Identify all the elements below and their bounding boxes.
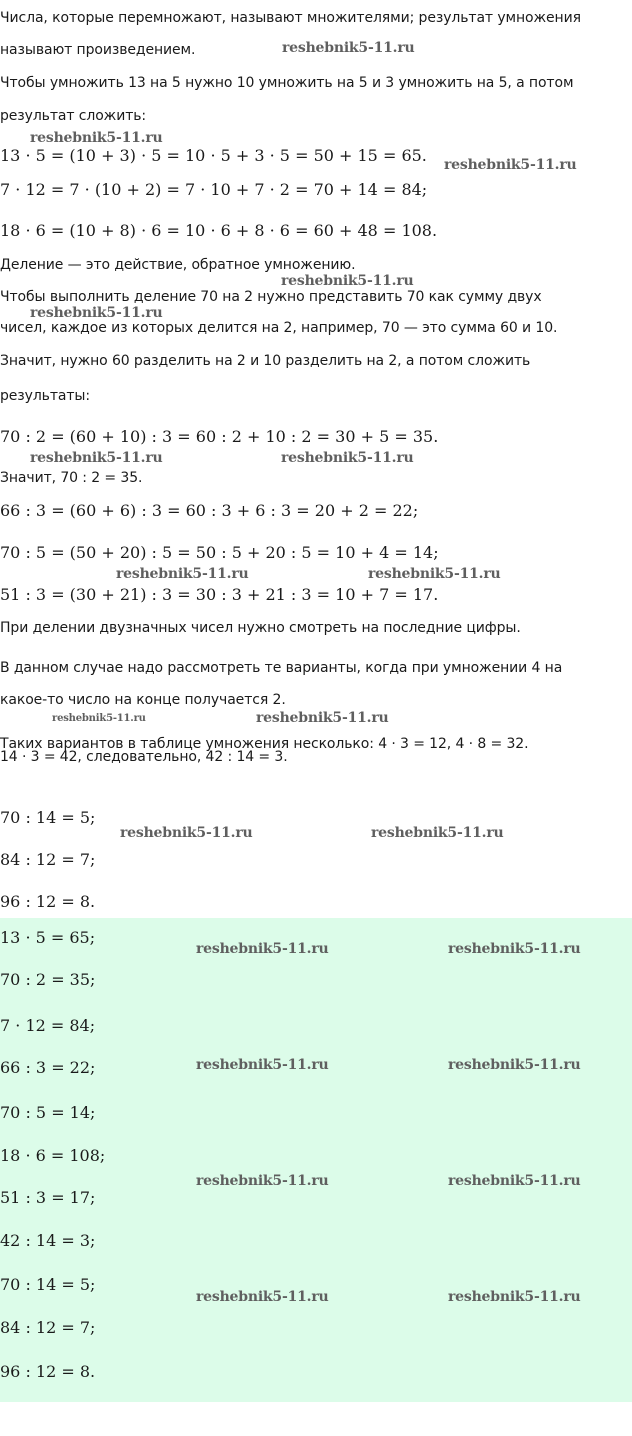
math-line: 70 : 2 = (60 + 10) : 3 = 60 : 2 + 10 : 2 = 30 + 5 = 35. — [0, 427, 439, 446]
watermark: reshebnik5-11.ru — [120, 825, 253, 841]
math-line: 84 : 12 = 7; — [0, 850, 96, 869]
answer-box — [0, 918, 632, 1402]
watermark: reshebnik5-11.ru — [281, 273, 414, 289]
answer-line: 70 : 14 = 5; — [0, 1275, 96, 1294]
watermark: reshebnik5-11.ru — [52, 713, 146, 724]
text-line: называют произведением. — [0, 42, 196, 58]
watermark: reshebnik5-11.ru — [116, 566, 249, 582]
text-line: Значит, нужно 60 разделить на 2 и 10 разделить на 2, а потом сложить — [0, 353, 531, 369]
text-line: Значит, 70 : 2 = 35. — [0, 470, 143, 486]
math-line: 96 : 12 = 8. — [0, 892, 96, 911]
text-line: результаты: — [0, 388, 90, 404]
watermark: reshebnik5-11.ru — [448, 941, 581, 957]
math-line: 70 : 14 = 5; — [0, 808, 96, 827]
watermark: reshebnik5-11.ru — [256, 710, 389, 726]
text-line: 14 · 3 = 42, следовательно, 42 : 14 = 3. — [0, 749, 288, 765]
answer-line: 7 · 12 = 84; — [0, 1016, 96, 1035]
watermark: reshebnik5-11.ru — [196, 1057, 329, 1073]
watermark: reshebnik5-11.ru — [448, 1289, 581, 1305]
watermark: reshebnik5-11.ru — [368, 566, 501, 582]
answer-line: 84 : 12 = 7; — [0, 1318, 96, 1337]
watermark: reshebnik5-11.ru — [30, 305, 163, 321]
watermark: reshebnik5-11.ru — [196, 1173, 329, 1189]
watermark: reshebnik5-11.ru — [196, 1289, 329, 1305]
text-line: чисел, каждое из которых делится на 2, например, 70 — это сумма 60 и 10. — [0, 320, 558, 336]
math-line: 13 · 5 = (10 + 3) · 5 = 10 · 5 + 3 · 5 = 50 + 15 = 65. — [0, 146, 427, 165]
math-line: 66 : 3 = (60 + 6) : 3 = 60 : 3 + 6 : 3 = 20 + 2 = 22; — [0, 501, 419, 520]
text-line: Чтобы выполнить деление 70 на 2 нужно представить 70 как сумму двух — [0, 289, 542, 305]
watermark: reshebnik5-11.ru — [444, 157, 577, 173]
text-line: результат сложить: — [0, 108, 147, 124]
math-line: 18 · 6 = (10 + 8) · 6 = 10 · 6 + 8 · 6 = 60 + 48 = 108. — [0, 221, 438, 240]
answer-line: 70 : 5 = 14; — [0, 1103, 96, 1122]
watermark: reshebnik5-11.ru — [282, 40, 415, 56]
watermark: reshebnik5-11.ru — [30, 450, 163, 466]
math-line: 51 : 3 = (30 + 21) : 3 = 30 : 3 + 21 : 3 = 10 + 7 = 17. — [0, 585, 439, 604]
answer-line: 70 : 2 = 35; — [0, 970, 96, 989]
text-line: Деление — это действие, обратное умножению. — [0, 257, 356, 273]
text-line: В данном случае надо рассмотреть те варианты, когда при умножении 4 на — [0, 660, 563, 676]
answer-line: 13 · 5 = 65; — [0, 928, 96, 947]
text-line: Числа, которые перемножают, называют множителями; результат умножения — [0, 10, 581, 26]
math-line: 70 : 5 = (50 + 20) : 5 = 50 : 5 + 20 : 5 = 10 + 4 = 14; — [0, 543, 439, 562]
watermark: reshebnik5-11.ru — [196, 941, 329, 957]
watermark: reshebnik5-11.ru — [30, 130, 163, 146]
answer-line: 66 : 3 = 22; — [0, 1058, 96, 1077]
watermark: reshebnik5-11.ru — [448, 1057, 581, 1073]
answer-line: 96 : 12 = 8. — [0, 1362, 96, 1381]
text-line: Таких вариантов в таблице умножения несколько: 4 · 3 = 12, 4 · 8 = 32. — [0, 736, 529, 752]
answer-line: 18 · 6 = 108; — [0, 1146, 106, 1165]
answer-line: 51 : 3 = 17; — [0, 1188, 96, 1207]
watermark: reshebnik5-11.ru — [281, 450, 414, 466]
text-line: Чтобы умножить 13 на 5 нужно 10 умножить на 5 и 3 умножить на 5, а потом — [0, 75, 574, 91]
text-line: какое-то число на конце получается 2. — [0, 692, 286, 708]
math-line: 7 · 12 = 7 · (10 + 2) = 7 · 10 + 7 · 2 = 70 + 14 = 84; — [0, 180, 428, 199]
watermark: reshebnik5-11.ru — [371, 825, 504, 841]
watermark: reshebnik5-11.ru — [448, 1173, 581, 1189]
answer-line: 42 : 14 = 3; — [0, 1231, 96, 1250]
text-line: При делении двузначных чисел нужно смотреть на последние цифры. — [0, 620, 521, 636]
